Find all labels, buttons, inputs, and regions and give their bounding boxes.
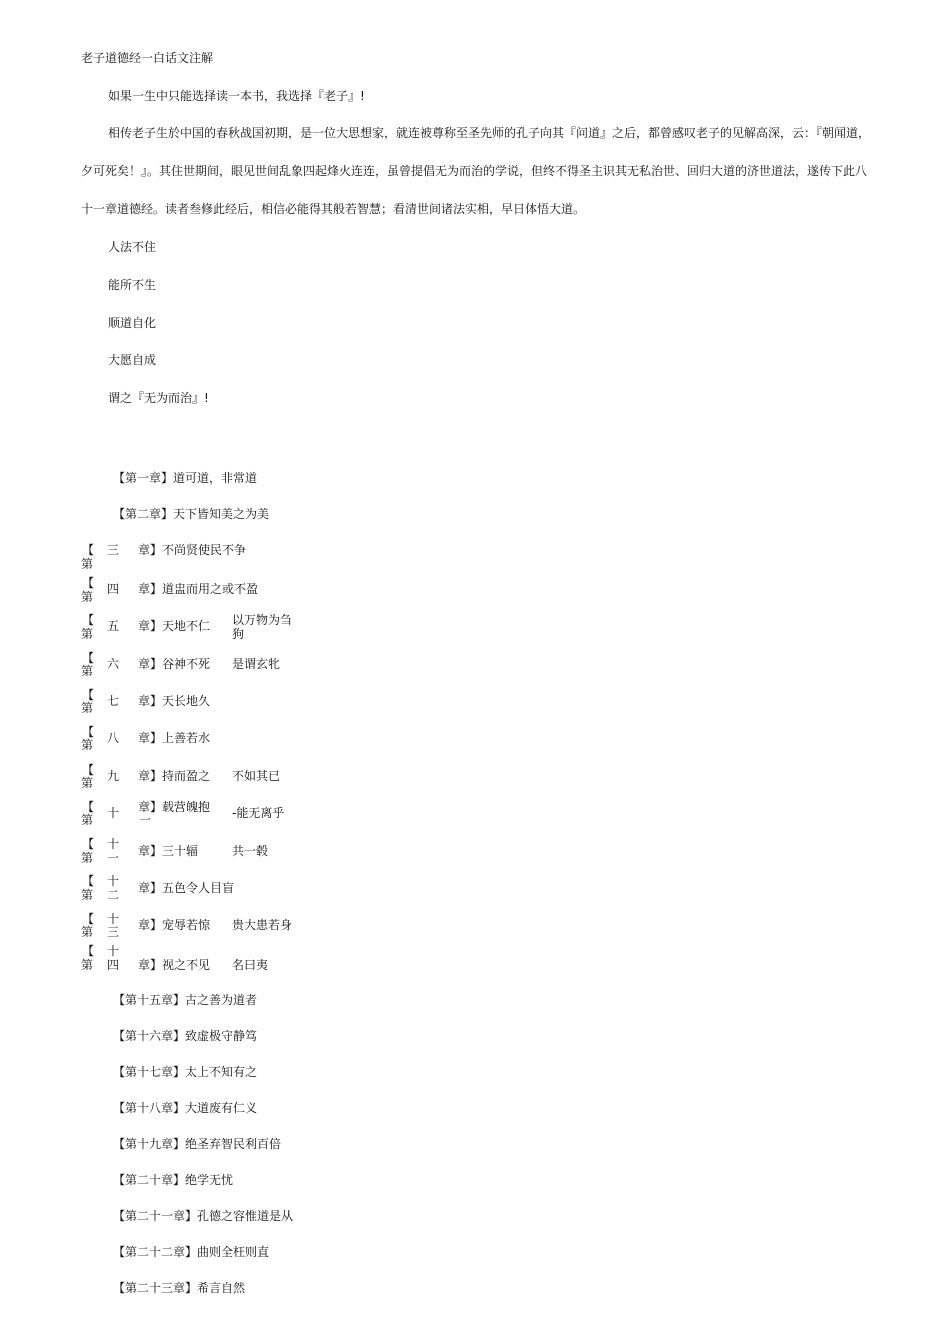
toc-entry: 【第一章】道可道，非常道 xyxy=(113,471,258,485)
verse-line: 谓之『无为而治』! xyxy=(108,391,209,405)
toc-entry: 【第二章】天下皆知美之为美 xyxy=(113,507,270,521)
toc-entry: 【第二十三章】希言自然 xyxy=(113,1281,246,1295)
toc-entry: 【第十八章】大道废有仁义 xyxy=(113,1101,258,1115)
verse-line: 顺道自化 xyxy=(108,316,157,330)
toc-entry: 【第二十二章】曲则全枉则直 xyxy=(113,1245,270,1259)
verse-line: 大愿自成 xyxy=(108,353,157,367)
toc-entry: 【第十六章】致虚极守静笃 xyxy=(113,1029,258,1043)
intro-paragraph: 如果一生中只能选择读一本书，我选择『老子』! xyxy=(108,89,365,103)
verse-line: 能所不生 xyxy=(108,278,157,292)
paragraph-line: 相传老子生於中国的春秋战国初期，是一位大思想家，就连被尊称至圣先师的孔子向其『问道』之后，都曾感叹老子的见解高深，云：『朝闻道， xyxy=(108,126,871,140)
verse-line: 人法不住 xyxy=(108,240,157,254)
toc-entry: 【第二十章】绝学无忧 xyxy=(113,1173,234,1187)
paragraph-line: 十一章道德经。读者叁修此经后，相信必能得其般若智慧；看清世间诸法实相，早日体悟大道。 xyxy=(81,202,586,216)
toc-entry: 【第十五章】古之善为道者 xyxy=(113,993,258,1007)
paragraph-line: 夕可死矣！』。其住世期间，眼见世间乱象四起烽火连连，虽曾提倡无为而治的学说，但终不得圣主识其无私治世、回归大道的济世道法，遂传下此八 xyxy=(81,164,868,178)
toc-entry: 【第二十一章】孔德之容惟道是从 xyxy=(113,1209,294,1223)
toc-entry: 【第十七章】太上不知有之 xyxy=(113,1065,258,1079)
document-title: 老子道德经一白话文注解 xyxy=(81,51,214,65)
toc-entry: 【第十九章】绝圣弃智民利百倍 xyxy=(113,1137,282,1151)
